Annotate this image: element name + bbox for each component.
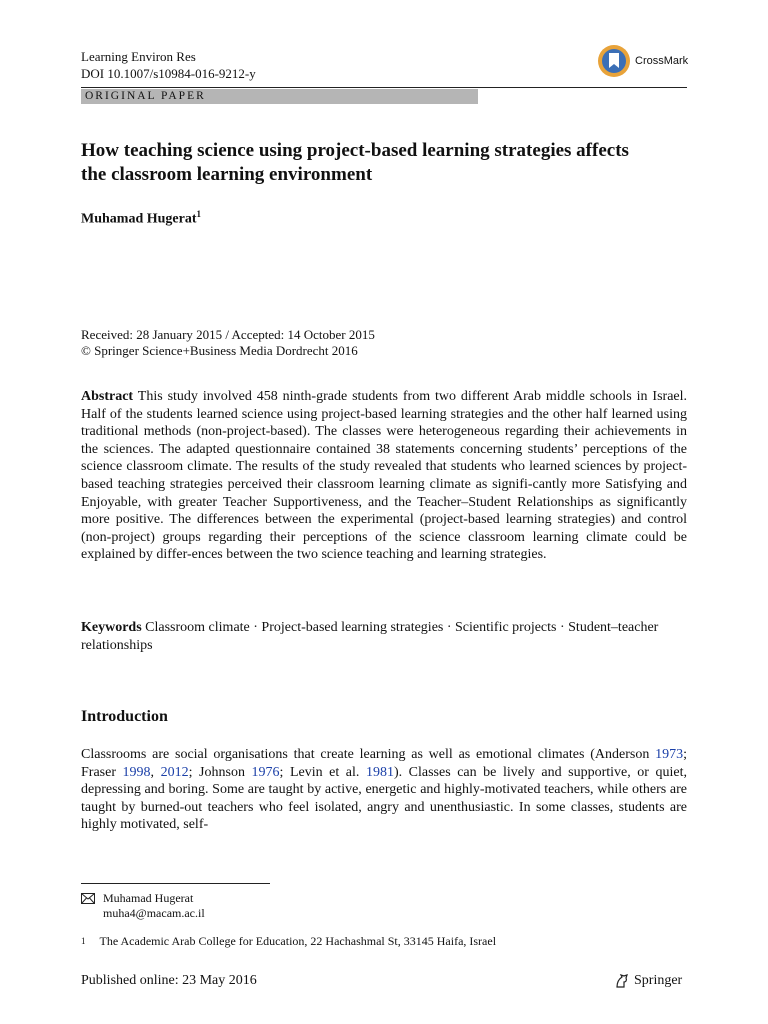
affiliation-number: 1: [81, 936, 86, 946]
intro-text: ; Fraser: [81, 747, 687, 780]
corresponding-author-name: Muhamad Hugerat: [103, 891, 194, 905]
publisher-name: Springer: [634, 973, 683, 988]
intro-text: ,: [150, 764, 161, 780]
keywords-text: Classroom climate · Project-based learning strategies · Scientific projects · Student–teacher relationships: [81, 620, 659, 653]
paper-title: How teaching science using project-based learning strategies affects the classroom learning environment: [81, 140, 629, 185]
abstract-text: This study involved 458 ninth-grade students from two different Arab middle schools in Israel. Half of the students learned science using project-based learning strategies and the other half learned using traditional methods (non-project-based). The classes were heterogeneous regarding their achievements in the sciences. The adapted questionnaire contained 38 statements concerning students’ perceptions of the science classroom climate. The results of the study revealed that students who learned sciences by project-based teaching strategies perceived their classroom learning climate as signifi-cantly more Satisfying and Enjoyable, with greater Teacher Supportiveness, and the Teacher–Student Relationships as significantly more positive. The differences between the experimental (project-based learning strategies) and control (non-project) groups regarding their perceptions of the science classroom learning climate could be explained by differ-ences between the two science teaching and learning strategies.: [81, 389, 688, 563]
copyright: © Springer Science+Business Media Dordrecht 2016: [81, 343, 358, 358]
introduction-paragraph: [81, 746, 687, 834]
intro-text: ; Johnson: [188, 764, 252, 780]
keywords-label: Keywords: [81, 620, 142, 635]
affiliation-footnote: [81, 934, 496, 949]
intro-text: Classrooms are social organisations that create learning as well as emotional climates (Anderson: [81, 747, 656, 762]
published-date: Published online: 23 May 2016: [81, 973, 257, 988]
footnote-rule: [81, 883, 270, 884]
journal-name: Learning Environ Res: [81, 49, 196, 64]
keywords: [81, 619, 687, 655]
section-heading-introduction: Introduction: [81, 708, 168, 725]
citation-link[interactable]: 1998: [122, 764, 151, 780]
article-dates: [81, 327, 375, 359]
citation-link[interactable]: 1981: [365, 764, 394, 780]
springer-horse-icon: [614, 973, 630, 989]
corresponding-author-email[interactable]: muha4@macam.ac.il: [103, 906, 205, 920]
affiliation-text: The Academic Arab College for Education, 22 Hachashmal St, 33145 Haifa, Israel: [99, 934, 497, 948]
crossmark-label: CrossMark: [635, 55, 689, 67]
corresponding-author: [81, 891, 205, 921]
header-rule: [81, 87, 687, 88]
springer-logo: [614, 973, 682, 989]
author-affil-ref: 1: [196, 209, 201, 219]
envelope-icon: [81, 893, 95, 904]
article-type-banner: ORIGINAL PAPER: [81, 89, 478, 104]
received-accepted: Received: 28 January 2015 / Accepted: 14 October 2015: [81, 327, 375, 342]
crossmark-icon: [597, 44, 631, 78]
citation-link[interactable]: 1976: [251, 764, 280, 780]
abstract: [81, 388, 687, 564]
journal-header: [81, 48, 256, 82]
citation-link[interactable]: 2012: [160, 764, 189, 780]
intro-text: ). Classes can be lively and supportive, or quiet, depressing and boring. Some are taught by active, energetic and highly-motivated teachers, while others are taught by burned-out teachers who feel isolated, angry and unenthusiastic. In some classes, students are highly motivated, self-: [81, 764, 687, 833]
intro-text: ; Levin et al.: [279, 764, 366, 780]
author-name: Muhamad Hugerat: [81, 211, 197, 227]
citation-link[interactable]: 1973: [655, 747, 684, 762]
abstract-label: Abstract: [81, 389, 134, 404]
doi[interactable]: DOI 10.1007/s10984-016-9212-y: [81, 66, 256, 81]
author[interactable]: [81, 209, 201, 228]
crossmark-badge[interactable]: [597, 44, 688, 78]
